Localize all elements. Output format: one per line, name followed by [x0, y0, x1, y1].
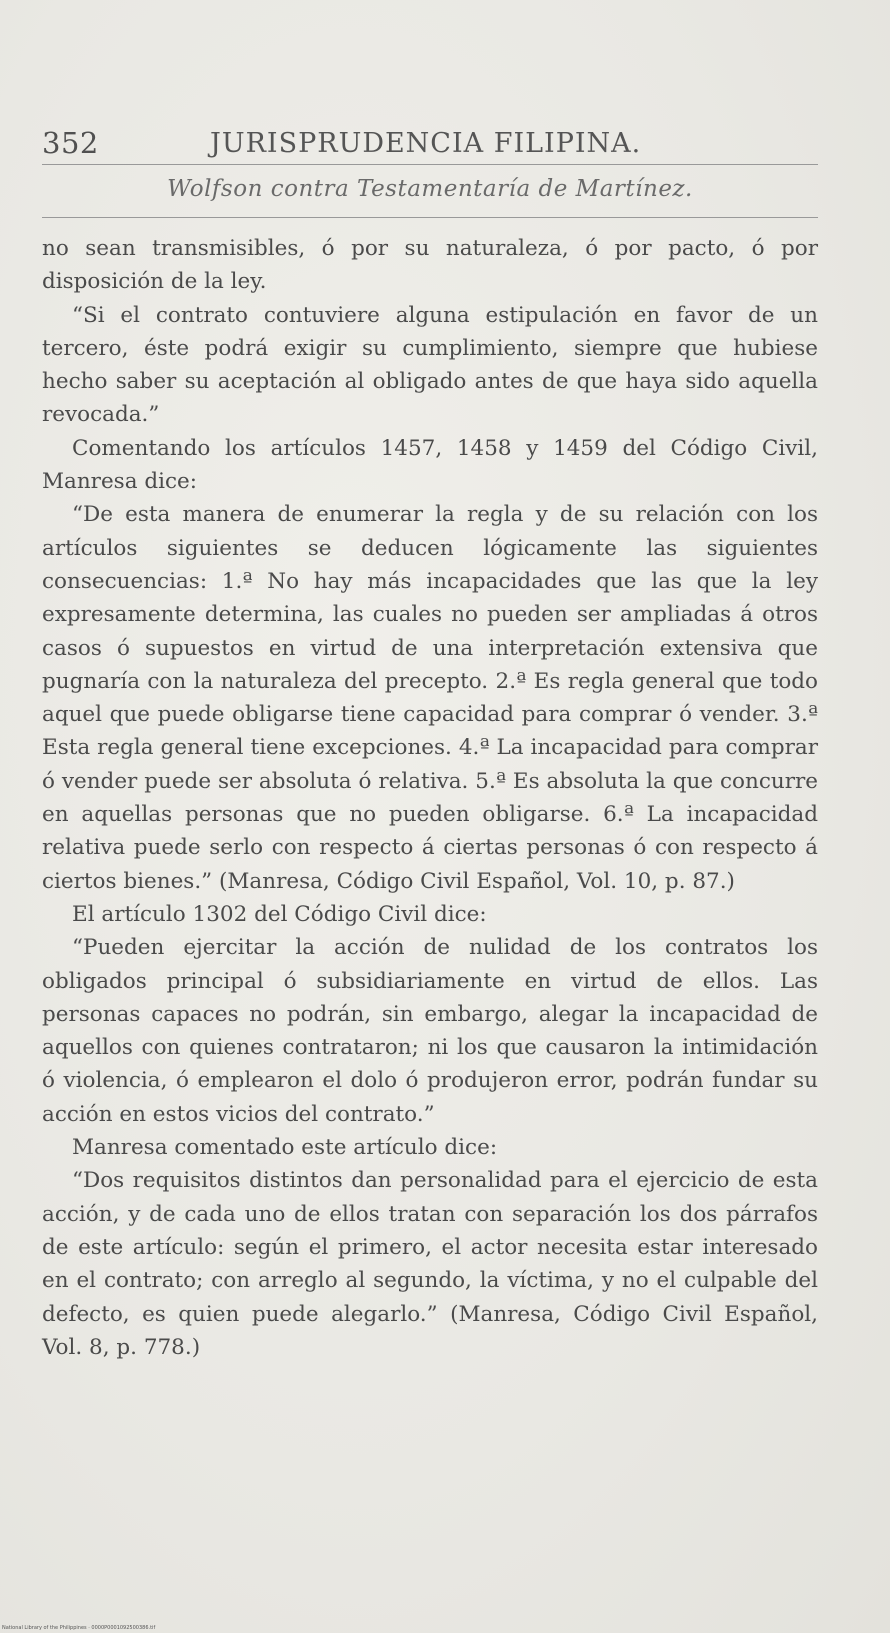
paragraph-manresa-intro: Manresa comentado este artículo dice:: [72, 1135, 498, 1161]
body-text: [42, 232, 818, 1364]
paragraph-article-1302-intro: El artículo 1302 del Código Civil dice:: [72, 901, 487, 927]
paragraph-continuation: no sean transmisibles, ó por su naturaleza, ó por pacto, ó por disposición de la ley.: [42, 236, 818, 295]
paragraph-commentary-intro: Comentando los artículos 1457, 1458 y 1459 del Código Civil, Manresa dice:: [42, 435, 818, 495]
paragraph-manresa-quote-1: “De esta manera de enumerar la regla y de su relación con los artículos siguientes se deducen lógicamente las siguientes consecuencias: 1.ª No hay más incapacidades que las que la ley expresamente determina, las cuales no pueden ser ampliadas á otros casos ó supuestos en virtud de una interpretación extensiva que pugnaría con la naturaleza del precepto. 2.ª Es regla general que todo aquel que puede obligarse tiene capacidad para comprar ó vender. 3.ª Esta regla general tiene excepciones. 4.ª La incapacidad para comprar ó vender puede ser absoluta ó relativa. 5.ª Es absoluta la que concurre en aquellas personas que no pueden obligarse. 6.ª La incapacidad relativa puede serlo con respecto á ciertas personas ó con respecto á ciertos bienes.” (Manresa, Código Civil Español, Vol. 10, p. 87.): [42, 502, 818, 894]
paragraph-manresa-quote-2: “Dos requisitos distintos dan personalidad para el ejercicio de esta acción, y de cada uno de ellos tratan con separación los dos párrafos de este artículo: según el primero, el actor necesita estar interesado en el contrato; con arreglo al segundo, la víctima, y no el culpable del defecto, es quien puede alegarlo.” (Manresa, Código Civil Español, Vol. 8, p. 778.): [42, 1168, 818, 1360]
scan-source-footer: National Library of the Philippines · 0000P0001092500386.tif: [2, 1625, 156, 1631]
case-caption: Wolfson contra Testamentaría de Martínez.: [167, 176, 693, 202]
paragraph-quote-third-party: “Si el contrato contuviere alguna estipulación en favor de un tercero, éste podrá exigir su cumplimiento, siempre que hubiese hecho saber su aceptación al obligado antes de que haya sido aquella revocada.”: [42, 302, 818, 428]
page-header: [42, 118, 817, 166]
header-rule-bottom: [42, 217, 818, 218]
paragraph-article-1302-quote: “Pueden ejercitar la acción de nulidad de los contratos los obligados principal ó subsidiariamente en virtud de ellos. Las personas capaces no podrán, sin embargo, alegar la incapacidad de aquellos con quienes contrataron; ni los que causaron la intimidación ó violencia, ó emplearon el dolo ó produjeron error, podrán fundar su acción en estos vicios del contrato.”: [42, 935, 818, 1127]
page-number: 352: [42, 126, 99, 160]
running-title: JURISPRUDENCIA FILIPINA.: [210, 128, 642, 159]
header-rule-top: [42, 164, 818, 165]
